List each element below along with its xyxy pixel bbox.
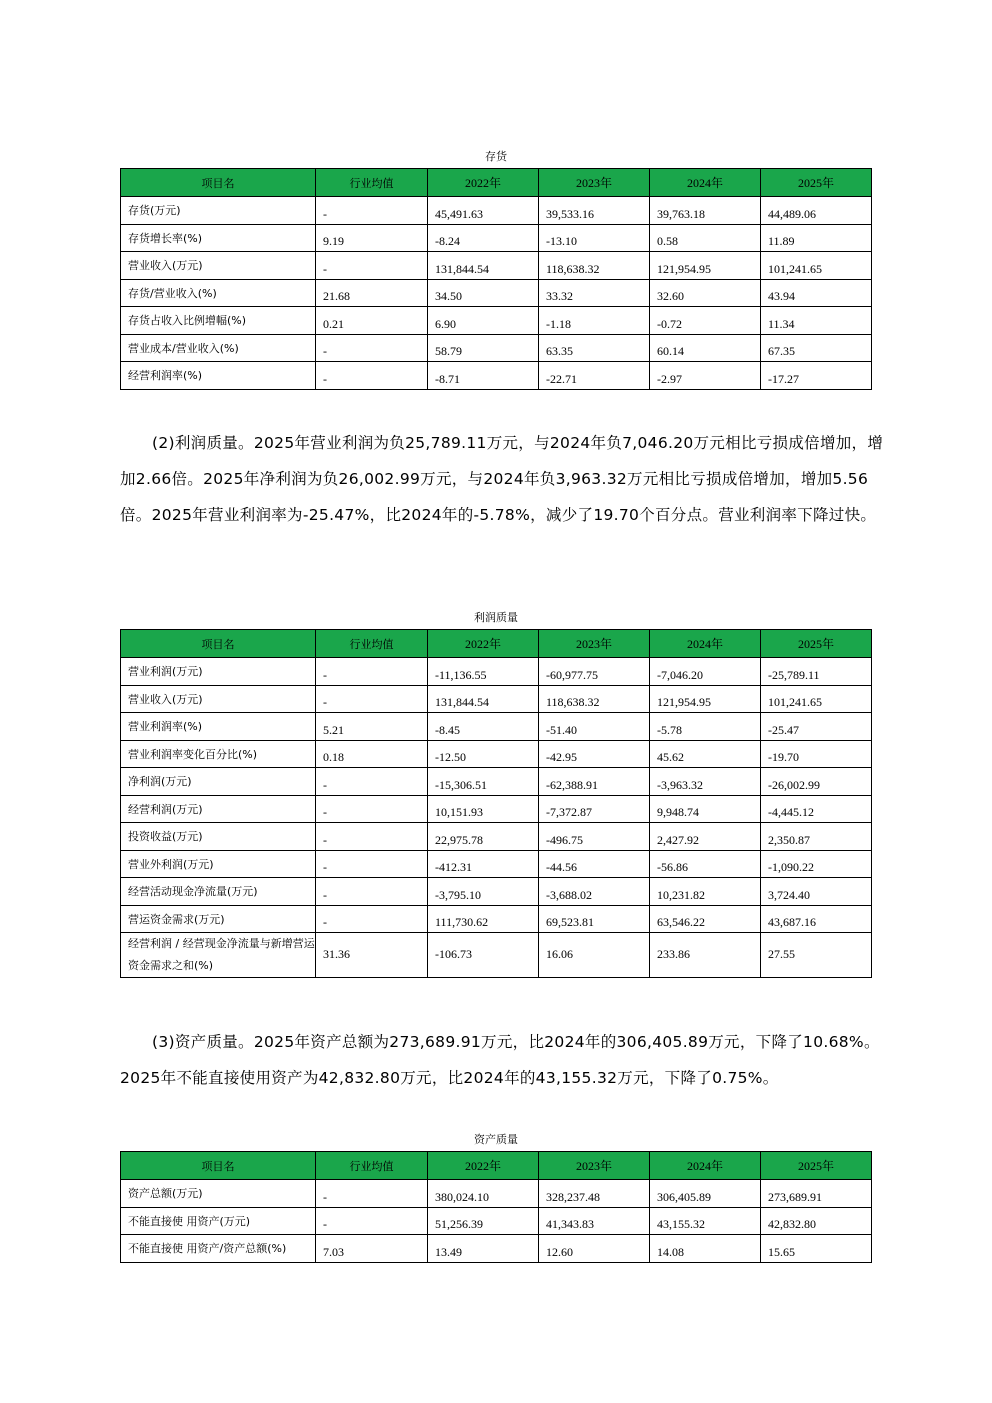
cell-value: 328,237.48 (546, 1189, 600, 1204)
table-title-inventory: 存货 (485, 150, 507, 163)
cell-value: -62,388.91 (546, 777, 598, 792)
cell-value: 39,533.16 (546, 206, 594, 221)
column-header: 项目名 (121, 169, 316, 197)
cell-value: 6.90 (435, 316, 456, 331)
cell-value: 101,241.65 (768, 261, 822, 276)
column-header: 项目名 (121, 1152, 316, 1180)
table-title-profit: 利润质量 (474, 611, 518, 624)
row-label: 存货增长率(%) (121, 224, 316, 252)
column-header: 2024年 (650, 630, 761, 658)
cell-value: 0.58 (657, 234, 678, 248)
table-cell (650, 252, 761, 280)
cell-value: 273,689.91 (768, 1189, 822, 1204)
cell-value: 14.08 (657, 1244, 684, 1259)
cell-value: 131,844.54 (435, 261, 489, 276)
table-cell (539, 252, 650, 280)
table-row (121, 933, 872, 978)
table-cell (761, 850, 872, 878)
cell-value: -412.31 (435, 860, 472, 874)
table-cell (650, 279, 761, 307)
cell-value: - (323, 695, 327, 709)
table-cell (428, 850, 539, 878)
cell-value: - (323, 887, 327, 902)
table-cell (428, 713, 539, 741)
cell-value: - (323, 915, 327, 929)
table-cell (539, 850, 650, 878)
column-header: 2022年 (428, 1152, 539, 1180)
cell-value: 0.21 (323, 316, 344, 331)
table-cell (761, 740, 872, 768)
table-row (121, 307, 872, 335)
row-label: 营业收入(万元) (121, 685, 316, 713)
cell-value: -7,372.87 (546, 805, 592, 819)
table-cell (761, 279, 872, 307)
cell-value: 306,405.89 (657, 1189, 711, 1204)
cell-value: -56.86 (657, 860, 688, 874)
table-cell (539, 768, 650, 796)
table-row (121, 850, 872, 878)
table-cell (316, 307, 428, 335)
cell-value: 45,491.63 (435, 206, 483, 221)
table-cell (650, 334, 761, 362)
table-cell (650, 905, 761, 933)
table-row (121, 224, 872, 252)
cell-value: 118,638.32 (546, 261, 600, 276)
table-header-row (121, 1152, 872, 1180)
table-cell (316, 685, 428, 713)
cell-value: 63,546.22 (657, 915, 705, 929)
cell-value: -19.70 (768, 750, 799, 764)
cell-value: -2.97 (657, 371, 682, 386)
table-cell (650, 307, 761, 335)
table-cell (428, 658, 539, 686)
cell-value: 44,489.06 (768, 206, 816, 221)
cell-value: -106.73 (435, 946, 472, 961)
table-row (121, 878, 872, 906)
table-cell (316, 933, 428, 978)
cell-value: -11,136.55 (435, 667, 487, 682)
row-label: 存货/营业收入(%) (121, 279, 316, 307)
cell-value: -44.56 (546, 860, 577, 874)
cell-value: -15,306.51 (435, 777, 487, 792)
cell-value: 42,832.80 (768, 1217, 816, 1231)
cell-value: -1.18 (546, 316, 571, 331)
table-cell (761, 905, 872, 933)
cell-value: -3,795.10 (435, 887, 481, 902)
table-cell (316, 1235, 428, 1263)
table-row (121, 905, 872, 933)
table-row (121, 1207, 872, 1235)
table-cell (316, 768, 428, 796)
row-label: 不能直接使 用资产/资产总额(%) (121, 1235, 316, 1263)
table-cell (539, 307, 650, 335)
cell-value: 9,948.74 (657, 805, 699, 819)
row-label: 经营利润率(%) (121, 362, 316, 390)
cell-value: 7.03 (323, 1244, 344, 1259)
table-cell (650, 795, 761, 823)
row-label: 营业收入(万元) (121, 252, 316, 280)
cell-value: - (323, 832, 327, 847)
table-cell (761, 362, 872, 390)
table-cell (316, 1207, 428, 1235)
cell-value: 43,687.16 (768, 915, 816, 929)
table-cell (428, 685, 539, 713)
table-cell (539, 1207, 650, 1235)
cell-value: 111,730.62 (435, 915, 489, 929)
table-cell (761, 307, 872, 335)
cell-value: 101,241.65 (768, 695, 822, 709)
table-cell (650, 1235, 761, 1263)
table-cell (650, 850, 761, 878)
cell-value: -42.95 (546, 750, 577, 764)
assets-table (120, 1151, 872, 1263)
table-row (121, 334, 872, 362)
table-cell (650, 740, 761, 768)
table-cell (761, 224, 872, 252)
table-cell (428, 307, 539, 335)
table-cell (316, 224, 428, 252)
cell-value: -8.24 (435, 234, 460, 248)
cell-value: -3,688.02 (546, 887, 592, 902)
table-cell (761, 795, 872, 823)
table-cell (539, 740, 650, 768)
table-cell (428, 795, 539, 823)
table-cell (428, 823, 539, 851)
table-cell (316, 823, 428, 851)
cell-value: - (323, 667, 327, 682)
column-header: 2022年 (428, 630, 539, 658)
cell-value: - (323, 805, 327, 819)
table-cell (650, 878, 761, 906)
table-title-assets: 资产质量 (474, 1133, 518, 1146)
cell-value: 9.19 (323, 234, 344, 248)
table-cell (650, 713, 761, 741)
cell-value: 10,151.93 (435, 805, 483, 819)
table-cell (761, 1207, 872, 1235)
table-cell (761, 252, 872, 280)
row-label: 经营利润(万元) (121, 795, 316, 823)
table-cell (539, 878, 650, 906)
table-cell (761, 197, 872, 225)
table-cell (428, 740, 539, 768)
table-cell (650, 768, 761, 796)
cell-value: 13.49 (435, 1244, 462, 1259)
table-row (121, 685, 872, 713)
cell-value: - (323, 371, 327, 386)
cell-value: 58.79 (435, 344, 462, 358)
row-label: 资产总额(万元) (121, 1180, 316, 1208)
table-cell (316, 658, 428, 686)
column-header: 行业均值 (316, 1152, 428, 1180)
column-header: 2025年 (761, 169, 872, 197)
cell-value: -496.75 (546, 832, 583, 847)
column-header: 2024年 (650, 1152, 761, 1180)
table-cell (650, 224, 761, 252)
cell-value: 16.06 (546, 946, 573, 961)
cell-value: -1,090.22 (768, 860, 814, 874)
table-row (121, 768, 872, 796)
cell-value: -8.45 (435, 722, 460, 737)
table-row (121, 795, 872, 823)
table-row (121, 1180, 872, 1208)
cell-value: - (323, 206, 327, 221)
table-cell (316, 878, 428, 906)
row-label: 营运资金需求(万元) (121, 905, 316, 933)
table-row (121, 740, 872, 768)
row-label: 营业利润(万元) (121, 658, 316, 686)
cell-value: - (323, 777, 327, 792)
table-cell (650, 823, 761, 851)
table-cell (428, 905, 539, 933)
cell-value: 45.62 (657, 750, 684, 764)
row-label: 营业外利润(万元) (121, 850, 316, 878)
cell-value: 121,954.95 (657, 261, 711, 276)
profit-quality-paragraph: (2)利润质量。2025年营业利润为负25,789.11万元，与2024年负7,046.20万元相比亏损成倍增加，增加2.66倍。2025年净利润为负26,002.99万元，与2024年负3,963.32万元相比亏损成倍增加，增加5.56倍。2025年营业利润率为-25.47%，比2024年的-5.78%，减少了19.70个百分点。营业利润率下降过快。 (120, 434, 884, 524)
table-cell (428, 252, 539, 280)
table-header-row (121, 630, 872, 658)
row-label: 不能直接使 用资产(万元) (121, 1207, 316, 1235)
cell-value: -5.78 (657, 722, 682, 737)
cell-value: -0.72 (657, 316, 682, 331)
table-cell (761, 768, 872, 796)
table-cell (316, 740, 428, 768)
column-header: 2023年 (539, 169, 650, 197)
table-cell (428, 224, 539, 252)
table-cell (539, 823, 650, 851)
cell-value: -3,963.32 (657, 777, 703, 792)
cell-value: 39,763.18 (657, 206, 705, 221)
table-cell (428, 1207, 539, 1235)
cell-value: 131,844.54 (435, 695, 489, 709)
cell-value: 63.35 (546, 344, 573, 358)
table-cell (539, 933, 650, 978)
cell-value: 60.14 (657, 344, 684, 358)
cell-value: 11.34 (768, 316, 795, 331)
table-cell (761, 823, 872, 851)
row-label: 净利润(万元) (121, 768, 316, 796)
table-cell (428, 362, 539, 390)
row-label: 存货占收入比例增幅(%) (121, 307, 316, 335)
table-cell (539, 905, 650, 933)
table-cell (539, 362, 650, 390)
table-header-row (121, 169, 872, 197)
cell-value: 21.68 (323, 289, 350, 303)
column-header: 2022年 (428, 169, 539, 197)
column-header: 项目名 (121, 630, 316, 658)
table-cell (316, 850, 428, 878)
cell-value: 2,350.87 (768, 832, 810, 847)
table-cell (761, 933, 872, 978)
row-label: 营业利润率(%) (121, 713, 316, 741)
table-cell (539, 224, 650, 252)
table-cell (539, 713, 650, 741)
cell-value: -12.50 (435, 750, 466, 764)
column-header: 2025年 (761, 1152, 872, 1180)
cell-value: -4,445.12 (768, 805, 814, 819)
table-cell (539, 197, 650, 225)
cell-value: -25.47 (768, 722, 799, 737)
cell-value: 118,638.32 (546, 695, 600, 709)
cell-value: - (323, 860, 327, 874)
column-header: 2023年 (539, 630, 650, 658)
table-row (121, 1235, 872, 1263)
cell-value: 10,231.82 (657, 887, 705, 902)
table-cell (761, 334, 872, 362)
table-cell (428, 279, 539, 307)
cell-value: - (323, 261, 327, 276)
cell-value: -8.71 (435, 371, 460, 386)
table-cell (428, 933, 539, 978)
table-cell (761, 658, 872, 686)
table-cell (761, 685, 872, 713)
table-cell (761, 878, 872, 906)
table-cell (761, 1180, 872, 1208)
table-cell (316, 905, 428, 933)
cell-value: 12.60 (546, 1244, 573, 1259)
table-row (121, 823, 872, 851)
table-cell (316, 279, 428, 307)
table-cell (428, 768, 539, 796)
cell-value: 3,724.40 (768, 887, 810, 902)
cell-value: 5.21 (323, 722, 344, 737)
row-label: 经营利润 / 经营现金净流量与新增营运资金需求之和(%) (121, 933, 316, 978)
row-label: 经营活动现金净流量(万元) (121, 878, 316, 906)
cell-value: 69,523.81 (546, 915, 594, 929)
cell-value: -13.10 (546, 234, 577, 248)
table-cell (428, 197, 539, 225)
table-cell (316, 252, 428, 280)
table-cell (316, 334, 428, 362)
table-cell (761, 713, 872, 741)
inventory-table (120, 168, 872, 390)
table-cell (428, 878, 539, 906)
table-cell (539, 334, 650, 362)
table-cell (428, 1180, 539, 1208)
table-row (121, 713, 872, 741)
asset-quality-paragraph: (3)资产质量。2025年资产总额为273,689.91万元，比2024年的306,405.89万元，下降了10.68%。2025年不能直接使用资产为42,832.80万元，比2024年的43,155.32万元，下降了0.75%。 (120, 1033, 880, 1087)
column-header: 2023年 (539, 1152, 650, 1180)
table-cell (428, 334, 539, 362)
table-cell (316, 1180, 428, 1208)
table-row (121, 658, 872, 686)
table-cell (316, 713, 428, 741)
column-header: 2024年 (650, 169, 761, 197)
table-cell (650, 1180, 761, 1208)
cell-value: -25,789.11 (768, 667, 820, 682)
cell-value: 33.32 (546, 289, 573, 303)
cell-value: - (323, 1217, 327, 1231)
table-cell (539, 685, 650, 713)
profit-table (120, 629, 872, 978)
table-cell (650, 197, 761, 225)
cell-value: 121,954.95 (657, 695, 711, 709)
cell-value: 2,427.92 (657, 832, 699, 847)
table-cell (539, 1235, 650, 1263)
cell-value: 27.55 (768, 946, 795, 961)
row-label: 营业利润率变化百分比(%) (121, 740, 316, 768)
table-cell (650, 362, 761, 390)
cell-value: 67.35 (768, 344, 795, 358)
table-row (121, 279, 872, 307)
cell-value: 32.60 (657, 289, 684, 303)
cell-value: 43,155.32 (657, 1217, 705, 1231)
table-cell (650, 1207, 761, 1235)
cell-value: 380,024.10 (435, 1189, 489, 1204)
table-cell (650, 658, 761, 686)
row-label: 存货(万元) (121, 197, 316, 225)
table-cell (428, 1235, 539, 1263)
table-cell (316, 795, 428, 823)
cell-value: 51,256.39 (435, 1217, 483, 1231)
cell-value: - (323, 344, 327, 358)
table-row (121, 197, 872, 225)
column-header: 2025年 (761, 630, 872, 658)
column-header: 行业均值 (316, 630, 428, 658)
table-cell (539, 795, 650, 823)
table-cell (650, 933, 761, 978)
cell-value: -22.71 (546, 371, 577, 386)
column-header: 行业均值 (316, 169, 428, 197)
cell-value: -51.40 (546, 722, 577, 737)
cell-value: 34.50 (435, 289, 462, 303)
cell-value: -60,977.75 (546, 667, 598, 682)
cell-value: -17.27 (768, 371, 799, 386)
row-label: 营业成本/营业收入(%) (121, 334, 316, 362)
cell-value: 11.89 (768, 234, 795, 248)
cell-value: - (323, 1189, 327, 1204)
cell-value: -26,002.99 (768, 777, 820, 792)
cell-value: 233.86 (657, 946, 690, 961)
row-label: 投资收益(万元) (121, 823, 316, 851)
table-cell (539, 658, 650, 686)
table-row (121, 362, 872, 390)
table-cell (539, 279, 650, 307)
table-cell (539, 1180, 650, 1208)
table-cell (650, 685, 761, 713)
cell-value: 15.65 (768, 1244, 795, 1259)
table-row (121, 252, 872, 280)
cell-value: 31.36 (323, 946, 350, 961)
cell-value: 43.94 (768, 289, 795, 303)
table-cell (316, 362, 428, 390)
cell-value: 22,975.78 (435, 832, 483, 847)
table-cell (316, 197, 428, 225)
table-cell (761, 1235, 872, 1263)
cell-value: 41,343.83 (546, 1217, 594, 1231)
cell-value: 0.18 (323, 750, 344, 764)
cell-value: -7,046.20 (657, 667, 703, 682)
